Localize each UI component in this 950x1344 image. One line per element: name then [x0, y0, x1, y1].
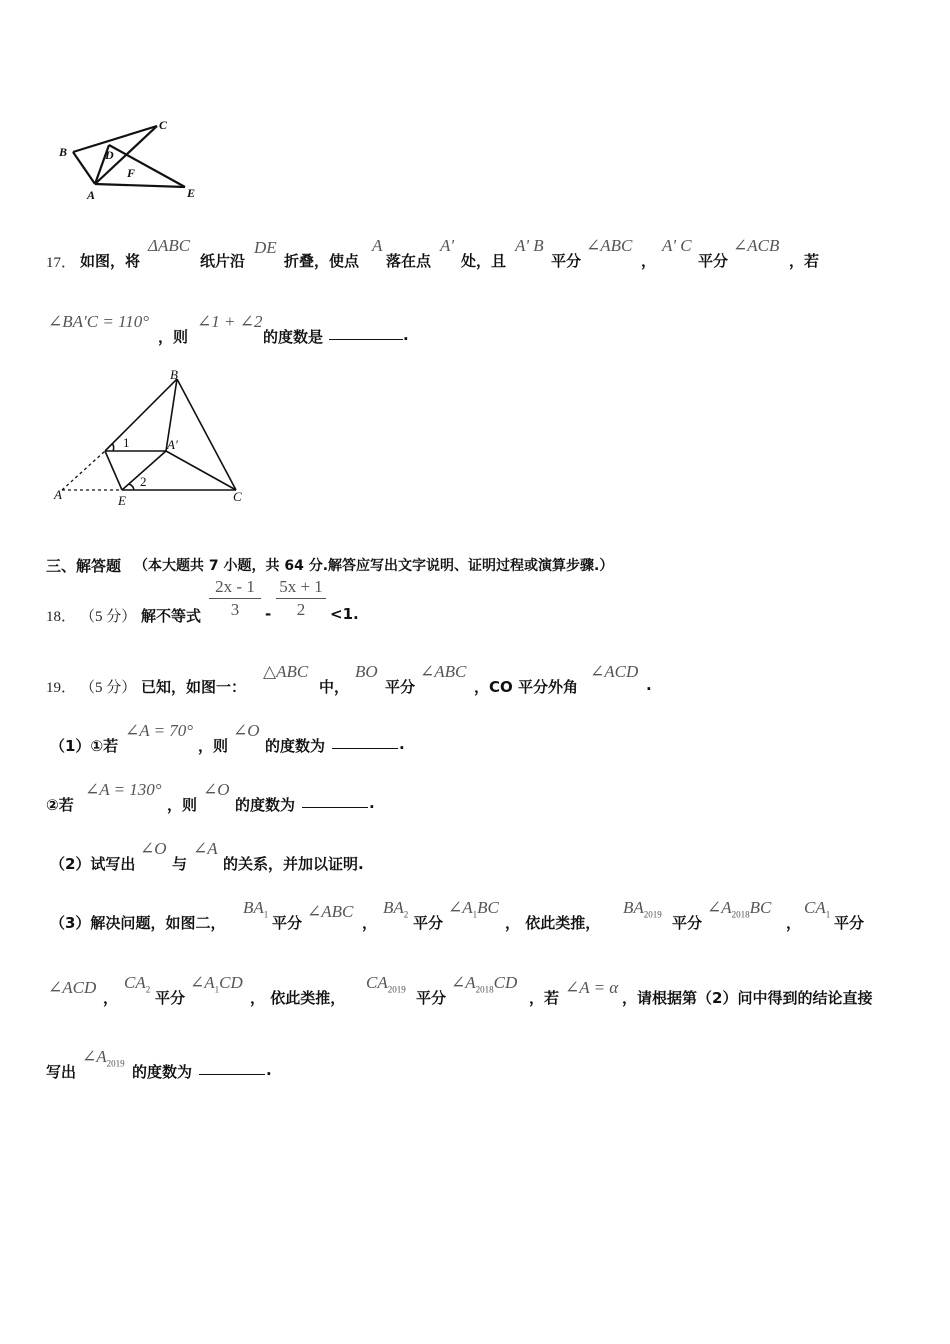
q19-part3-text-c: ， 依此类推，	[250, 989, 346, 1007]
q19-math-acd: ∠ACD	[48, 978, 97, 997]
q19-math-a2019	[82, 1047, 125, 1068]
label-e: E	[187, 186, 196, 200]
q17-math-de: DE	[254, 238, 277, 257]
q19-part1-angle-o: ∠O	[233, 721, 260, 740]
q18-text-1: 解不等式	[141, 607, 202, 625]
q19-part1-condition: ∠A = 70°	[125, 721, 194, 740]
q19-part1b-text-d: .	[369, 794, 375, 812]
q17-math-sum: ∠1 + ∠2	[197, 312, 263, 331]
fraction-bar	[209, 598, 261, 599]
q19-part3-answer-blank[interactable]	[199, 1060, 265, 1075]
q19-part3-fen-5: 平分	[155, 989, 186, 1007]
q17-math-a-prime: A'	[440, 236, 455, 255]
ba2-text: BA	[383, 898, 404, 917]
q19-part3-fen-1: 平分	[272, 914, 303, 932]
q19-part3-text-g: 的度数为	[132, 1063, 193, 1081]
q19-text-5: .	[646, 676, 652, 694]
a2018bc-sub: 2018	[731, 909, 750, 920]
q19-part1-text-b: ，则	[198, 737, 229, 755]
q17-text-2: 纸片沿	[200, 252, 246, 270]
a2018cd-b: CD	[493, 973, 518, 992]
q17-math-ab: A' B	[515, 236, 544, 255]
q19-math-a1bc	[448, 898, 499, 919]
q17-text-3: 折叠，使点	[284, 252, 360, 270]
q19-math-bo: BO	[355, 662, 378, 681]
ba1-text: BA	[243, 898, 264, 917]
ca2-sub: 2	[145, 984, 151, 995]
label-a-prime: A′	[167, 437, 178, 452]
q18-frac1-denominator: 3	[230, 600, 240, 619]
q19-part3-fen-2: 平分	[413, 914, 444, 932]
q19-part1b-answer-blank[interactable]	[302, 793, 368, 808]
q19-part3-text-f: 写出	[46, 1063, 77, 1081]
q19-part3-comma-1: ，	[362, 914, 378, 932]
q19-part2-angle-o: ∠O	[140, 839, 167, 858]
q19-part3-comma-2: ，	[786, 914, 802, 932]
q19-part1b-condition: ∠A = 130°	[85, 780, 162, 799]
q19-score: （5 分）	[80, 680, 137, 696]
q19-math-a1cd	[190, 973, 243, 994]
q19-math-a2018cd	[451, 973, 517, 994]
q19-part3-text-a: （3）解决问题，如图二，	[50, 914, 226, 932]
label-f: F	[127, 166, 136, 180]
ca2019-text: CA	[366, 973, 388, 992]
q19-math-ba2019	[623, 898, 662, 919]
q17-math-angle-acb: ∠ACB	[733, 236, 780, 255]
a1cd-sub: 1	[214, 984, 220, 995]
q17-answer-blank[interactable]	[329, 325, 403, 340]
q19-part2-text-a: （2）试写出	[50, 855, 136, 873]
q19-part2-angle-a: ∠A	[193, 839, 218, 858]
q19-text-2: 中，	[319, 678, 350, 696]
q19-math-angle-abc-2: ∠ABC	[307, 902, 354, 921]
a1bc-b: BC	[477, 898, 499, 917]
q17-text-7: ，	[641, 252, 657, 270]
q17-text-11: 的度数是	[263, 328, 324, 346]
ba1-sub: 1	[263, 909, 269, 920]
q19-part3-fen-3: 平分	[672, 914, 703, 932]
label-c: C	[233, 489, 242, 504]
a1cd-a: ∠A	[190, 973, 215, 992]
q18-minus: -	[265, 605, 272, 623]
q17-text-10: ，则	[158, 328, 189, 346]
q17-text-4: 落在点	[386, 252, 432, 270]
q17-text-9: ，若	[789, 252, 820, 270]
q19-part1b-text-a: ②若	[46, 796, 74, 814]
q19-part3-comma-3: ，	[103, 989, 119, 1007]
q19-part1-text-c: 的度数为	[265, 737, 326, 755]
label-c: C	[159, 118, 168, 132]
q17-text-5: 处，且	[461, 252, 507, 270]
a2019-a: ∠A	[82, 1047, 107, 1066]
label-b: B	[170, 367, 178, 382]
figure-q16	[55, 115, 215, 205]
q19-text-1: 已知，如图一：	[141, 678, 247, 696]
q19-text-4: ，CO 平分外角	[474, 678, 578, 696]
label-b: B	[59, 145, 68, 159]
q17-math-a: A	[372, 236, 383, 255]
q19-part1b-text-b: ，则	[167, 796, 198, 814]
q19-part3-fen-4: 平分	[834, 914, 865, 932]
q19-part1b-angle-o: ∠O	[203, 780, 230, 799]
q19-part1-text-a: （1）①若	[50, 737, 119, 755]
fraction-bar	[276, 598, 326, 599]
q19-part3-fen-6: 平分	[416, 989, 447, 1007]
q18-fraction-1	[209, 577, 261, 620]
q19-part3-text-b: ， 依此类推，	[505, 914, 601, 932]
q19-math-ba1	[243, 898, 268, 919]
a2018cd-a: ∠A	[451, 973, 476, 992]
label-angle-1: 1	[123, 435, 130, 450]
q19-math-ba2	[383, 898, 408, 919]
q17-text-6: 平分	[551, 252, 582, 270]
a2018bc-a: ∠A	[707, 898, 732, 917]
q17-text-8: 平分	[698, 252, 729, 270]
q19-part1-text-d: .	[399, 735, 405, 753]
q19-math-ca1	[804, 898, 830, 919]
q19-part2-text-b: 与	[172, 855, 188, 873]
q19-math-angle-abc: ∠ABC	[420, 662, 467, 681]
q19-math-angle-acd: ∠ACD	[590, 662, 639, 681]
a1bc-a: ∠A	[448, 898, 473, 917]
label-a: A	[87, 188, 96, 202]
q17-condition: ∠BA′C = 110°	[48, 312, 150, 331]
q19-math-ca2019	[366, 973, 406, 994]
q19-number: 19．	[46, 680, 77, 696]
q19-part3-text-d: ，若	[529, 989, 560, 1007]
q19-part1b-text-c: 的度数为	[235, 796, 296, 814]
q19-part3-text-e: ，请根据第（2）问中得到的结论直接	[622, 989, 873, 1007]
ca1-sub: 1	[825, 909, 831, 920]
section-title: 三、解答题	[46, 557, 122, 575]
q18-score: （5 分）	[80, 609, 137, 625]
label-e: E	[118, 493, 126, 508]
a2018cd-sub: 2018	[475, 984, 494, 995]
figure-q17	[50, 365, 260, 510]
q17-text-1: 如图，将	[80, 252, 141, 270]
q18-fraction-2	[276, 577, 326, 620]
q19-math-triangle: △ABC	[263, 662, 309, 681]
q19-part2-text-c: 的关系，并加以证明.	[223, 855, 364, 873]
q17-math-ac: A' C	[662, 236, 692, 255]
q19-text-3: 平分	[385, 678, 416, 696]
q19-math-a2018bc	[707, 898, 771, 919]
q18-frac2-denominator: 2	[296, 600, 306, 619]
q19-part3-text-h: .	[266, 1061, 272, 1079]
ca2019-sub: 2019	[387, 984, 406, 995]
ca1-text: CA	[804, 898, 826, 917]
q18-frac1-numerator: 2x - 1	[215, 577, 255, 596]
ba2019-sub: 2019	[643, 909, 662, 920]
q17-text-12: .	[403, 326, 409, 344]
q17-math-angle-abc: ∠ABC	[586, 236, 633, 255]
label-angle-2: 2	[140, 474, 147, 489]
q19-math-alpha: ∠A = α	[565, 978, 619, 997]
ba2019-text: BA	[623, 898, 644, 917]
ca2-text: CA	[124, 973, 146, 992]
q19-math-ca2	[124, 973, 150, 994]
a1cd-b: CD	[219, 973, 243, 992]
section-note: （本大题共 7 小题，共 64 分.解答应写出文字说明、证明过程或演算步骤.）	[134, 558, 614, 574]
a1bc-sub: 1	[472, 909, 478, 920]
label-d: D	[105, 148, 114, 162]
q18-frac2-numerator: 5x + 1	[279, 577, 323, 596]
a2019-sub: 2019	[106, 1058, 125, 1069]
ba2-sub: 2	[403, 909, 409, 920]
a2018bc-b: BC	[749, 898, 772, 917]
q19-part1-answer-blank[interactable]	[332, 734, 398, 749]
q18-number: 18．	[46, 609, 77, 625]
q17-math-abc: ΔABC	[148, 236, 191, 255]
label-a: A	[54, 487, 62, 502]
q18-text-2: <1.	[330, 605, 359, 623]
q17-number: 17．	[46, 255, 77, 271]
